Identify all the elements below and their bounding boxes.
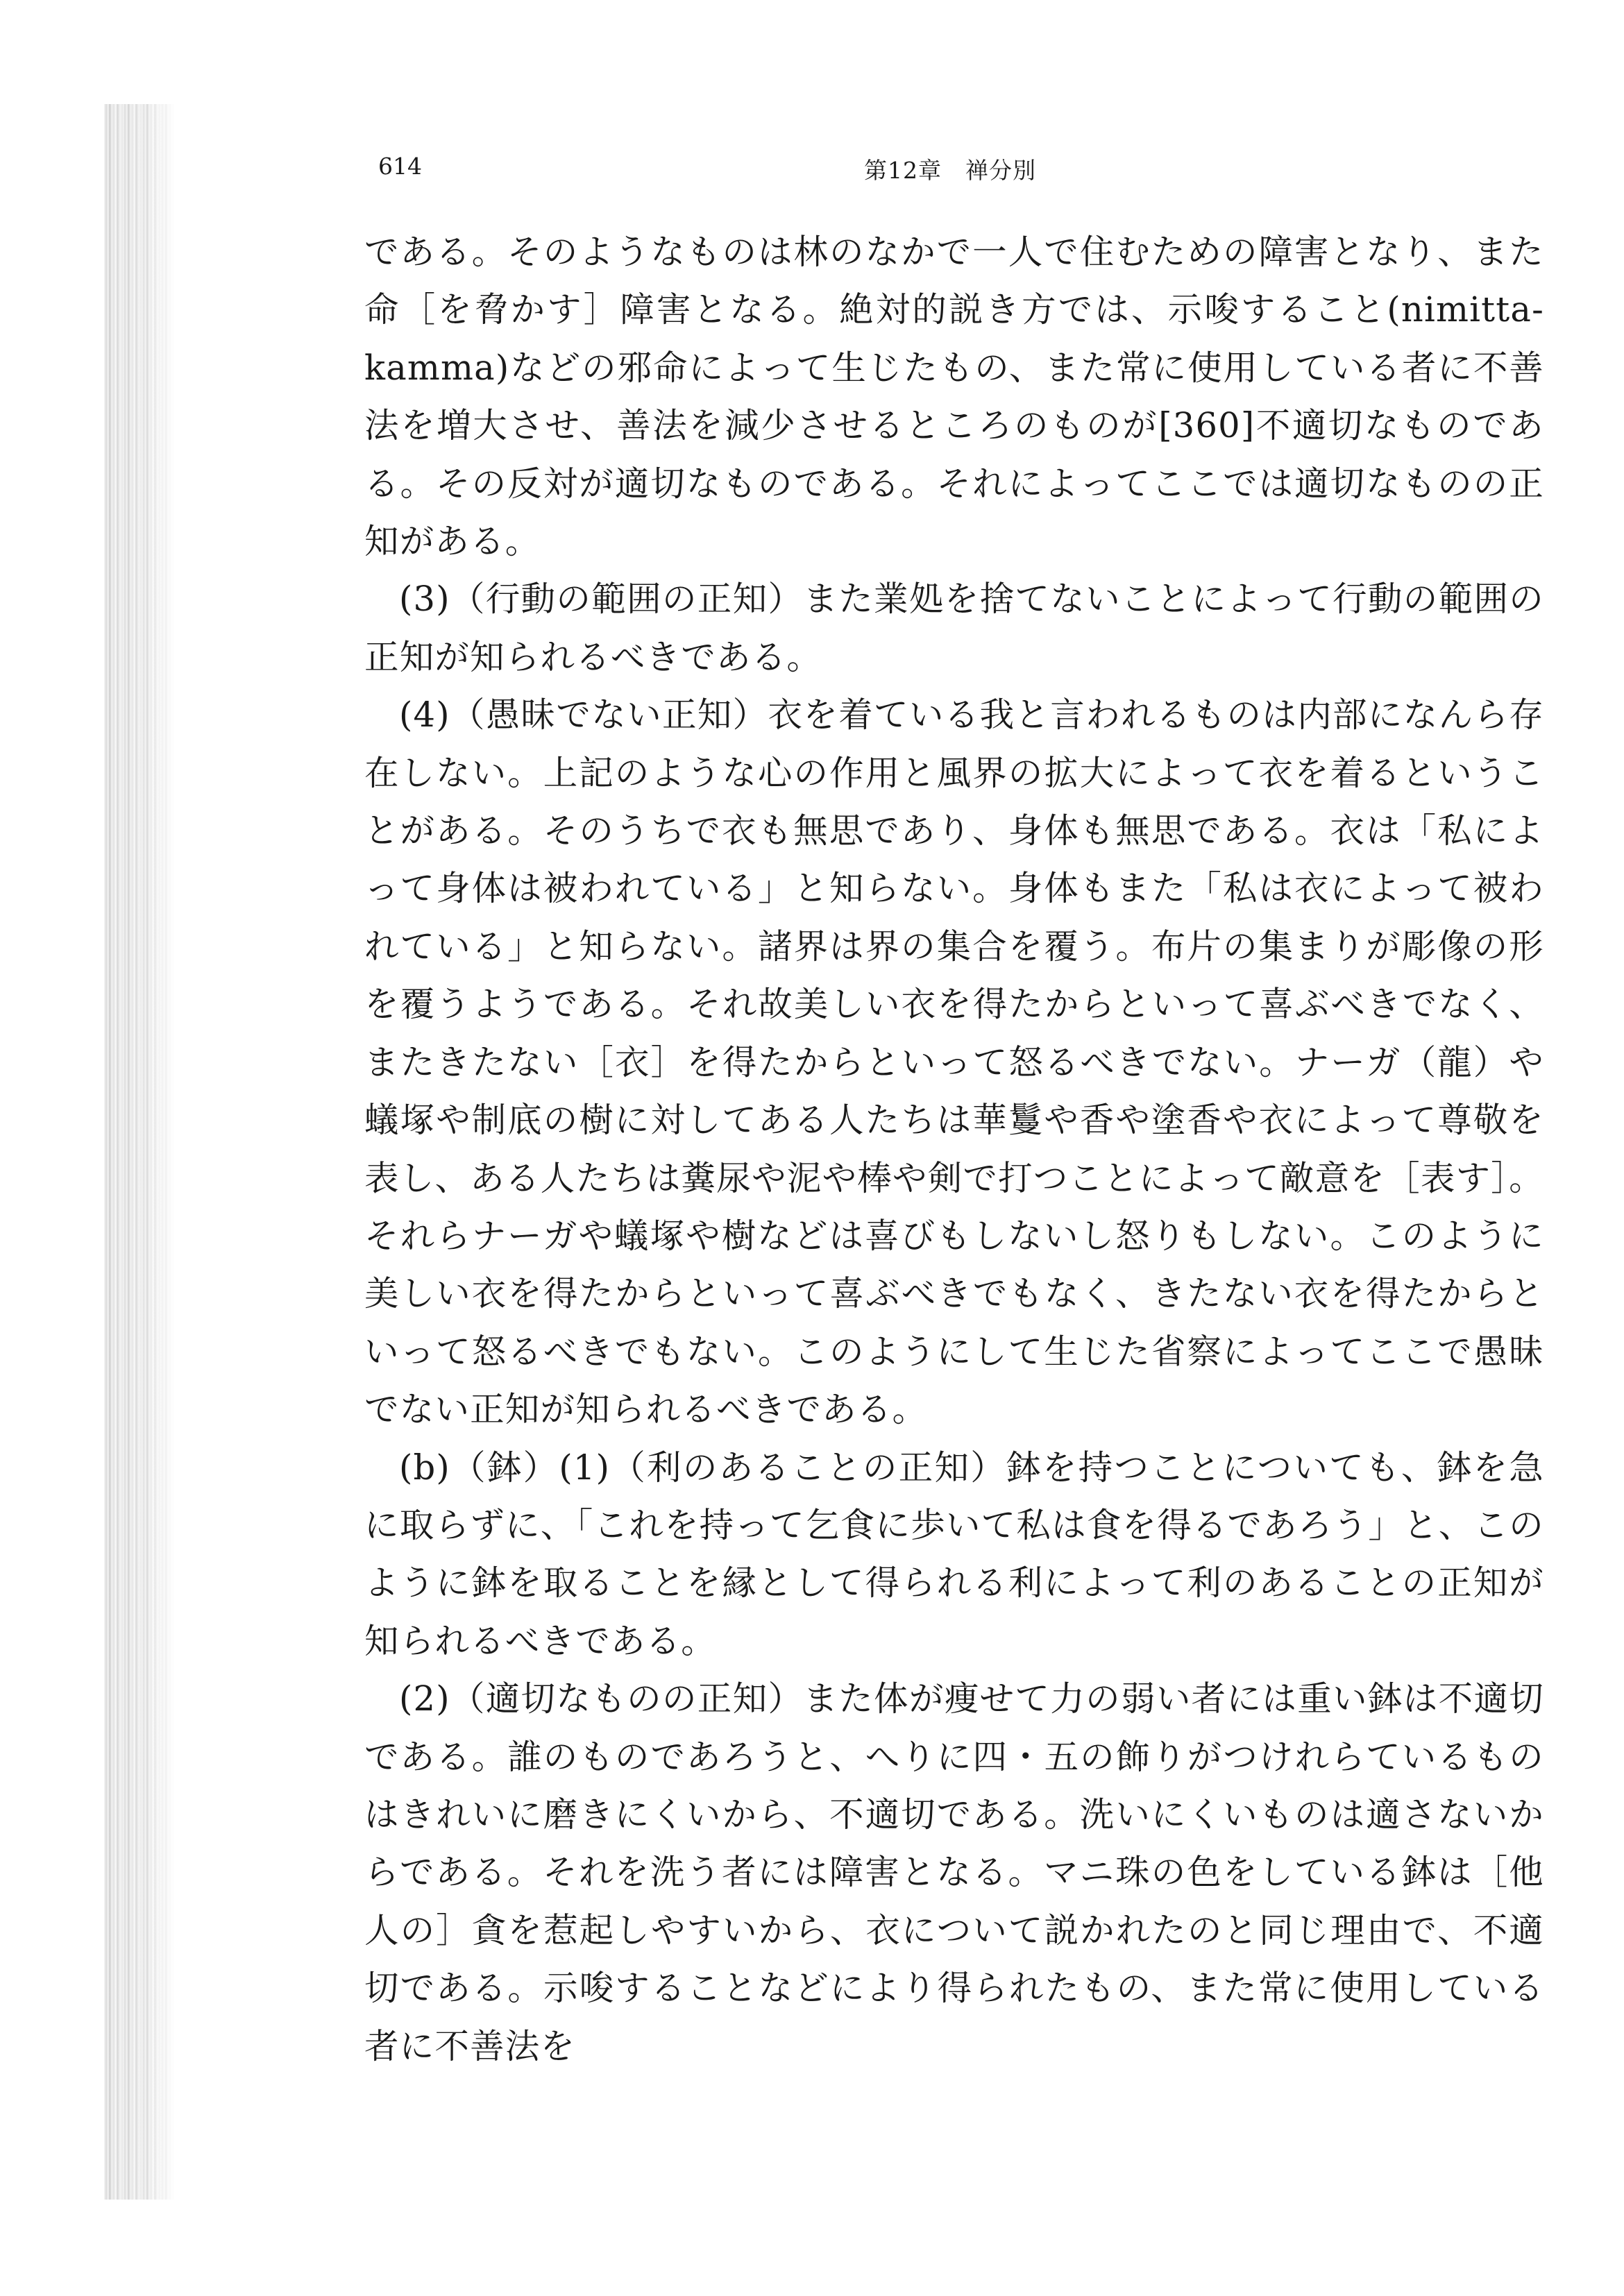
paragraph-non-delusion: (4)（愚昧でない正知）衣を着ている我と言われるものは内部になんら存在しない。上記のような心の作用と風界の拡大によって衣を着るということがある。そのうちで衣も無思であり、身体も無思である。衣は「私によって身体は被われている」と知らない。身体もまた「私は衣によって被われている」と知らない。諸界は界の集合を覆う。布片の集まりが彫像の形を覆うようである。それ故美しい衣を得たからといって喜ぶべきでなく、またきたない［衣］を得たからといって怒るべきでない。ナーガ（龍）や蟻塚や制底の樹に対してある人たちは華鬘や香や塗香や衣によって尊敬を表し、ある人たちは糞尿や泥や棒や剣で打つことによって敵意を［表す］。それらナーガや蟻塚や樹などは喜びもしないし怒りもしない。このように美しい衣を得たからといって喜ぶべきでもなく、きたない衣を得たからといって怒るべきでもない。このようにして生じた省察によってここで愚昧でない正知が知られるべきである。 xyxy=(364,695,1544,1430)
body-text xyxy=(364,223,1544,2075)
page-number: 614 xyxy=(378,153,422,180)
page-header xyxy=(378,146,1551,187)
paragraph-bowl-benefit: (b)（鉢）(1)（利のあることの正知）鉢を持つことについても、鉢を急に取らずに、「これを持って乞食に歩いて私は食を得るであろう」と、このように鉢を取ることを縁として得られる利によって利のあることの正知が知られるべきである。 xyxy=(364,1447,1544,1661)
paragraph-continuation: である。そのようなものは林のなかで一人で住むための障害となり、また命［を脅かす］障害となる。絶対的説き方では、示唆すること(nimitta-kamma)などの邪命によって生じたもの、また常に使用している者に不善法を増大させ、善法を減少させるところのものが[360]不適切なものである。その反対が適切なものである。それによってここでは適切なものの正知がある。 xyxy=(364,232,1544,562)
binding-shadow-fade xyxy=(104,104,174,2200)
running-head: 第12章 禅分別 xyxy=(864,157,1036,184)
paragraph-bowl-suitability: (2)（適切なものの正知）また体が痩せて力の弱い者には重い鉢は不適切である。誰のものであろうと、へりに四・五の飾りがつけれらているものはきれいに磨きにくいから、不適切である。洗いにくいものは適さないからである。それを洗う者には障害となる。マニ珠の色をしている鉢は［他人の］貪を惹起しやすいから、衣について説かれたのと同じ理由で、不適切である。示唆することなどにより得られたもの、また常に使用している者に不善法を xyxy=(364,1678,1544,2066)
paragraph-range-knowledge: (3)（行動の範囲の正知）また業処を捨てないことによって行動の範囲の正知が知られるべきである。 xyxy=(364,579,1544,677)
